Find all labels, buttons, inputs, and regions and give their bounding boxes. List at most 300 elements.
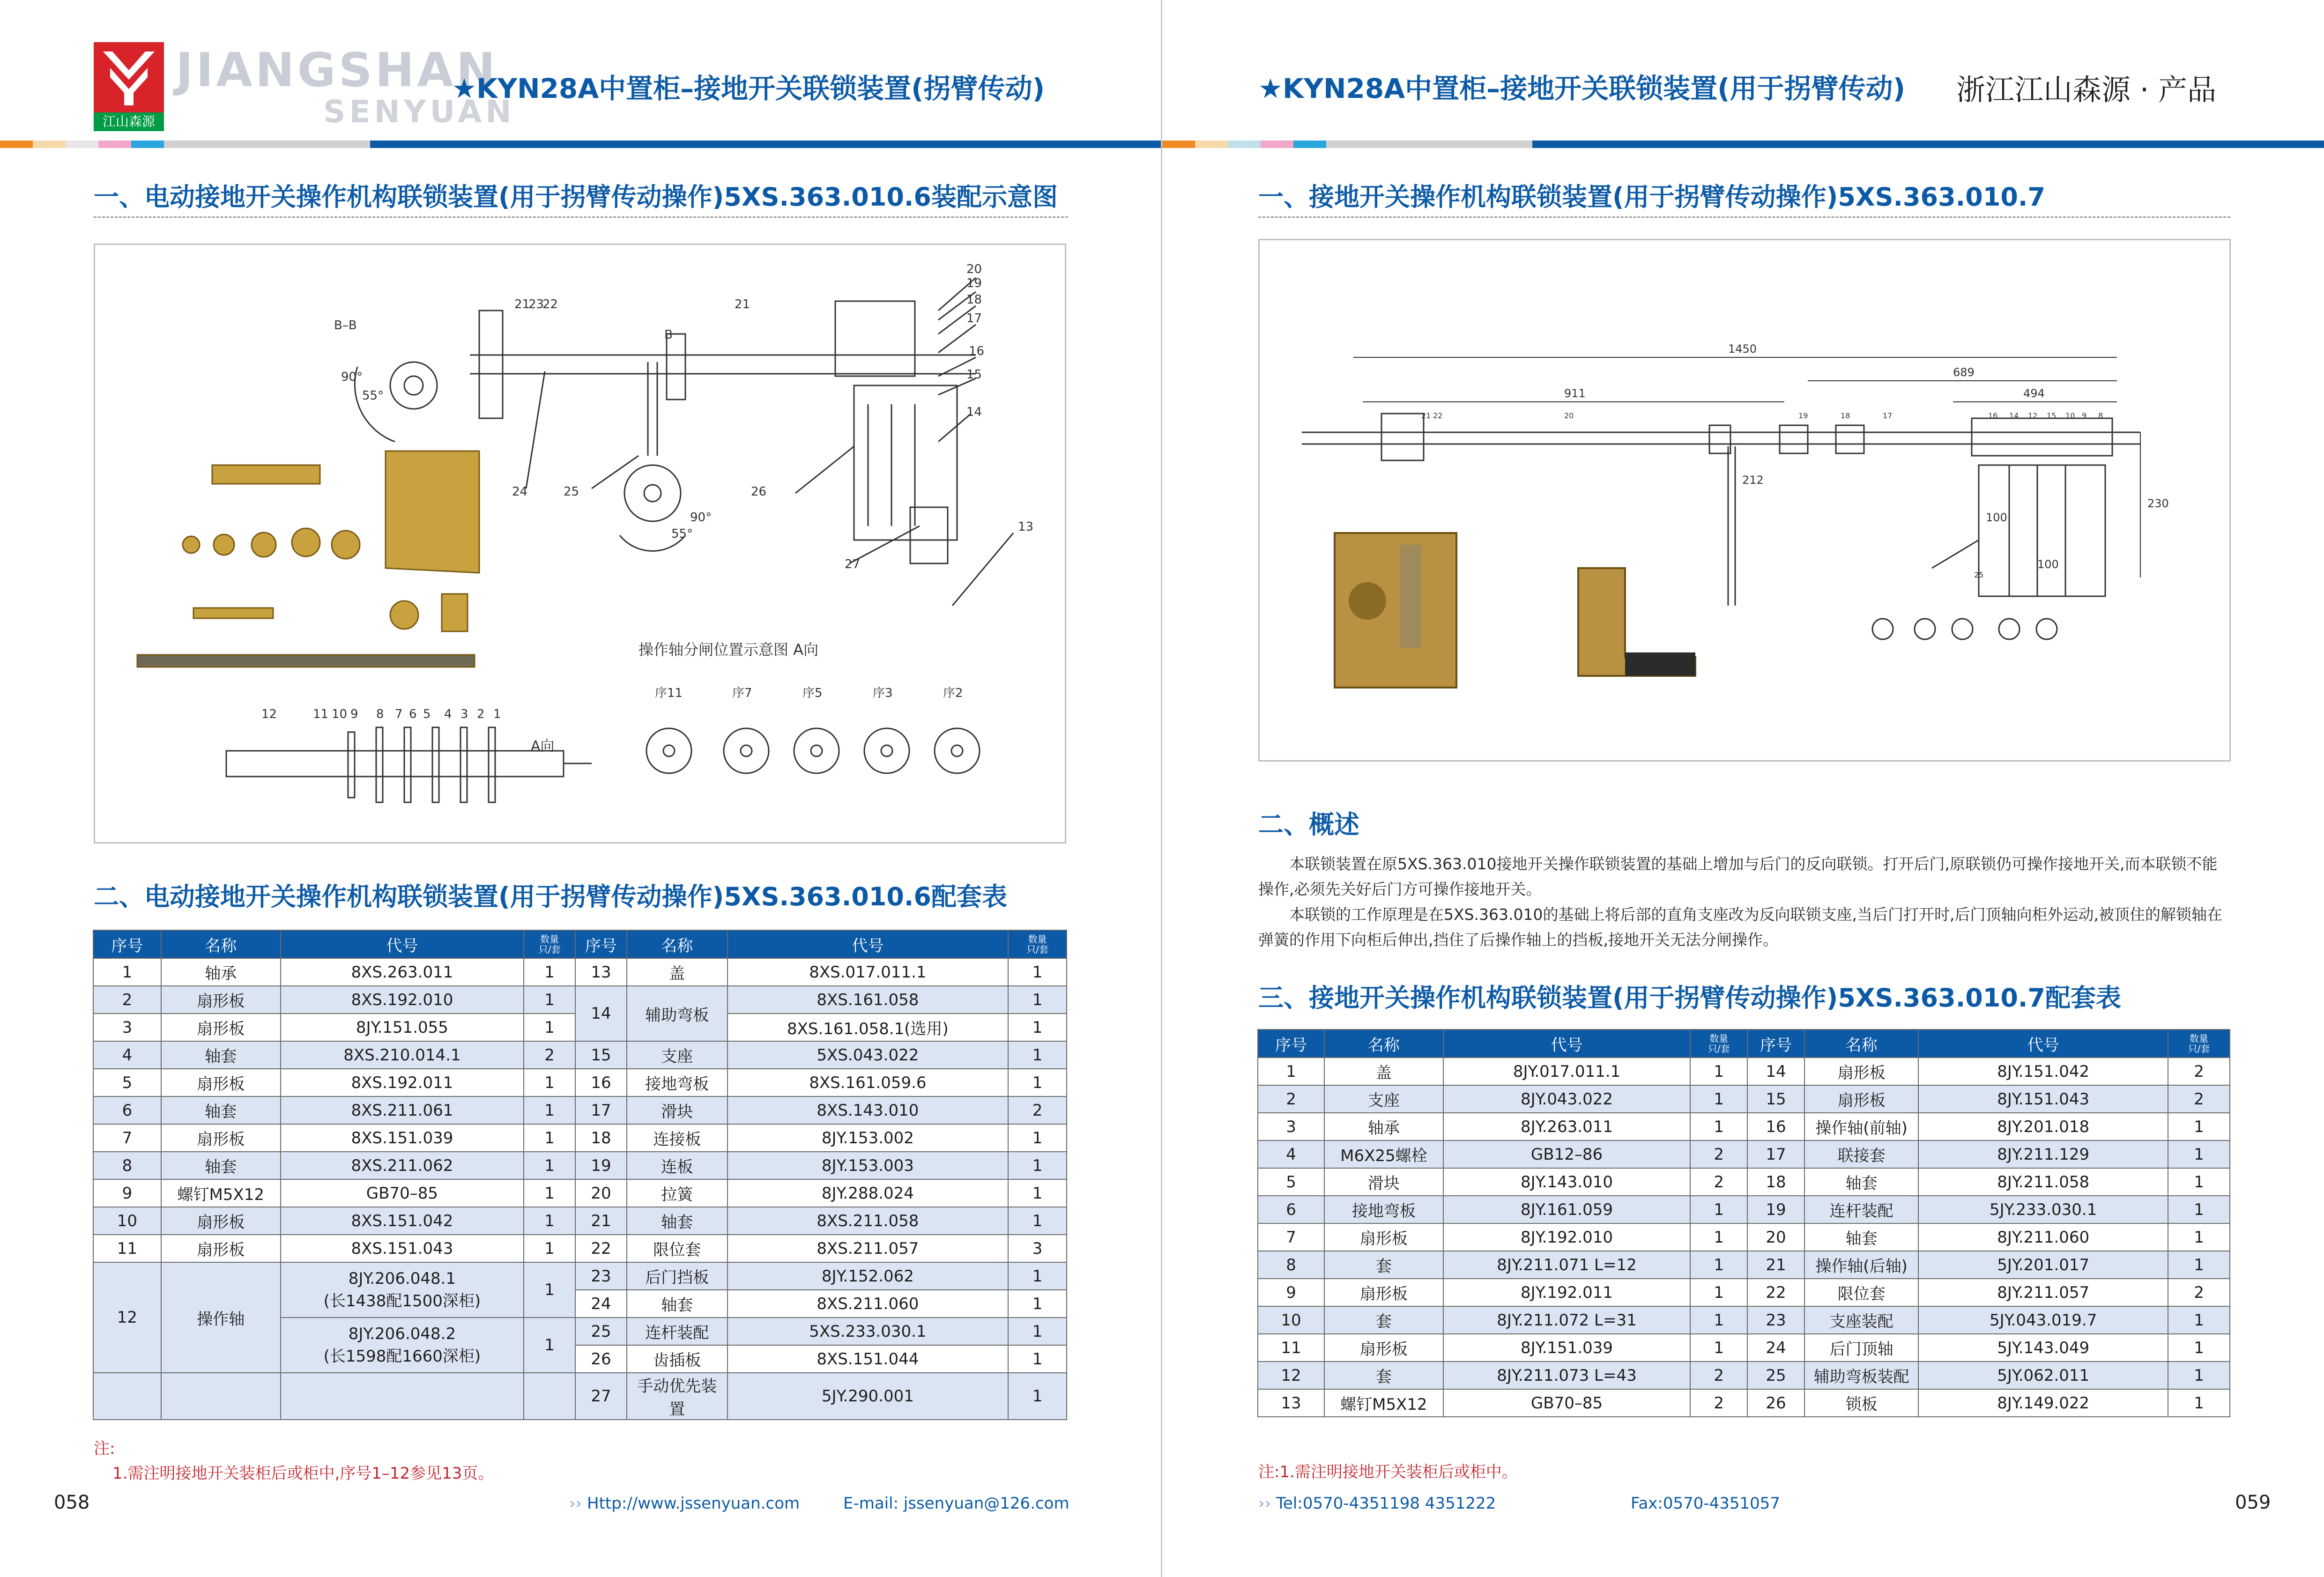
callout: 15	[966, 368, 982, 382]
header-company: 浙江江山森源 · 产品	[1956, 73, 2217, 107]
table-cell: 1	[1008, 1318, 1067, 1345]
table-cell: 轴套	[161, 1152, 281, 1179]
callout: 15	[2047, 411, 2057, 420]
table-cell: 8XS.192.010	[281, 986, 524, 1014]
device-figure	[1258, 239, 2231, 762]
callout: 2	[477, 707, 485, 721]
table-cell: 9	[93, 1179, 161, 1207]
table-cell: 8	[1258, 1251, 1324, 1279]
table-cell: 1	[524, 1179, 575, 1207]
callout: 14	[2009, 411, 2019, 420]
table-cell: 8XS.161.058	[728, 986, 1008, 1014]
table-cell: 7	[1258, 1223, 1324, 1251]
table-header-row	[93, 930, 1067, 958]
table-cell: 16	[1747, 1113, 1804, 1140]
table-row	[1258, 1306, 2230, 1334]
callout: 4	[444, 707, 452, 721]
table-cell: 手动优先装置	[627, 1373, 728, 1420]
table-cell: 8JY.152.062	[728, 1262, 1008, 1290]
table-cell: 联接套	[1804, 1140, 1919, 1168]
table-row	[1258, 1279, 2230, 1306]
table-cell: 5JY.233.030.1	[1918, 1196, 2168, 1223]
table-cell: 25	[575, 1318, 627, 1345]
table-cell: 13	[575, 958, 627, 986]
table-cell: 8JY.151.055	[281, 1014, 524, 1041]
table-cell: 13	[1258, 1389, 1324, 1417]
table-cell: 1	[524, 1207, 575, 1235]
table-cell: 8JY.161.059	[1443, 1196, 1691, 1223]
table-cell: 3	[1008, 1235, 1067, 1262]
table-cell: 5	[93, 1069, 161, 1096]
table-row	[93, 1124, 1067, 1152]
table-cell: 14	[575, 986, 627, 1041]
callout: 10	[332, 707, 348, 721]
table-cell: 8XS.151.044	[728, 1345, 1008, 1373]
table-cell: 8XS.263.011	[281, 958, 524, 986]
table-cell: 扇形板	[161, 1069, 281, 1096]
table-cell: 螺钉M5X12	[161, 1179, 281, 1207]
table-cell: 10	[1258, 1306, 1324, 1334]
table-cell: 8JY.211.129	[1918, 1140, 2168, 1168]
label-angle-55: 55°	[362, 389, 384, 403]
table-cell: 扇形板	[161, 986, 281, 1014]
overview-paragraph-1: 本联锁装置在原5XS.363.010接地开关操作联锁装置的基础上增加与后门的反向联锁。打开后门,原联锁仍可操作接地开关,而本联锁不能操作,必须先关好后门方可操作接地开关。	[1258, 855, 2218, 898]
table-cell: 1	[2168, 1251, 2230, 1279]
callout: 20	[1564, 411, 1574, 420]
callout: 21	[1421, 411, 1431, 420]
table-cell: 接地弯板	[627, 1069, 728, 1096]
label-a-direction: A向	[531, 738, 555, 755]
table-cell: 连杆装配	[1804, 1196, 1919, 1223]
table-cell: 1	[1008, 1124, 1067, 1152]
note-title: 注:	[94, 1439, 115, 1458]
table-cell: 1	[524, 1235, 575, 1262]
callout: 7	[395, 707, 403, 721]
table-cell: GB70–85	[1443, 1389, 1691, 1417]
footer-tel: ›› Tel:0570-4351198 4351222	[1258, 1494, 1496, 1513]
table-cell: 1	[1690, 1058, 1747, 1085]
table-row	[93, 1152, 1067, 1179]
callout: 20	[966, 262, 982, 276]
col-header: 名称	[627, 930, 728, 958]
table-cell: 19	[575, 1152, 627, 1179]
col-header: 代号	[1443, 1029, 1691, 1058]
callout: 23	[528, 297, 544, 311]
table-cell: 1	[1690, 1113, 1747, 1140]
table-cell	[281, 1373, 524, 1420]
footer-email[interactable]: E-mail: jssenyuan@126.com	[843, 1494, 1069, 1513]
table-cell: 操作轴(前轴)	[1804, 1113, 1919, 1140]
table-cell: 2	[2168, 1085, 2230, 1113]
label-angle-90: 90°	[341, 370, 363, 384]
table-cell: 8XS.211.062	[281, 1152, 524, 1179]
table-cell: 1	[1008, 1041, 1067, 1069]
table-cell: 8	[93, 1152, 161, 1179]
code-line: (长1598配1660深柜)	[323, 1347, 481, 1366]
callout: 3	[460, 707, 468, 721]
table-cell: 扇形板	[1804, 1085, 1919, 1113]
footer-website[interactable]: ›› Http://www.jssenyuan.com	[569, 1494, 800, 1513]
table-cell: 1	[1008, 1207, 1067, 1235]
section-title-assembly: 一、电动接地开关操作机构联锁装置(用于拐臂传动操作)5XS.363.010.6装配示意图	[94, 182, 1058, 212]
table-cell: 8JY.043.022	[1443, 1085, 1691, 1113]
table-cell: 1	[1008, 986, 1067, 1014]
table-cell	[524, 1373, 575, 1420]
table-cell: 2	[524, 1041, 575, 1069]
table-cell: 1	[1008, 1262, 1067, 1290]
note-1: 1.需注明接地开关装柜后或柜中,序号1–12参见13页。	[112, 1464, 494, 1483]
table-cell: 1	[524, 958, 575, 986]
table-cell: 8XS.192.011	[281, 1069, 524, 1096]
callout: 13	[1018, 520, 1034, 534]
table-row	[1258, 1362, 2230, 1389]
callout: 17	[966, 311, 982, 326]
table-cell: 1	[1690, 1334, 1747, 1362]
table-cell: 1	[93, 958, 161, 986]
company-logo	[94, 42, 164, 131]
table-cell: 20	[1747, 1223, 1804, 1251]
callout: 8	[2098, 411, 2103, 420]
table-cell: 8JY.211.071 L=12	[1443, 1251, 1691, 1279]
table-cell: 1	[2168, 1140, 2230, 1168]
table-cell: 1	[1690, 1223, 1747, 1251]
table-cell: 轴套	[627, 1207, 728, 1235]
table-cell: 8JY.153.003	[728, 1152, 1008, 1179]
callout: 27	[845, 557, 861, 571]
col-header: 序号	[1747, 1029, 1804, 1058]
table-cell: 1	[2168, 1168, 2230, 1196]
table-cell: 齿插板	[627, 1345, 728, 1373]
table-cell: 1	[524, 1124, 575, 1152]
callout: 25	[564, 485, 579, 499]
callout: 24	[512, 485, 528, 499]
table-row	[93, 958, 1067, 986]
table-cell: 2	[1690, 1168, 1747, 1196]
table-row	[93, 1373, 1067, 1420]
table-cell: 20	[575, 1179, 627, 1207]
table-cell: 1	[2168, 1196, 2230, 1223]
table-row	[93, 1041, 1067, 1069]
table-cell: 23	[575, 1262, 627, 1290]
table-cell: 1	[524, 1014, 575, 1041]
table-cell: GB70–85	[281, 1179, 524, 1207]
table-cell: 后门顶轴	[1804, 1334, 1919, 1362]
table-cell: 5	[1258, 1168, 1324, 1196]
divider	[94, 216, 1068, 218]
table-cell: 扇形板	[1324, 1334, 1443, 1362]
table-cell: 轴套	[627, 1290, 728, 1318]
table-cell: 22	[1747, 1279, 1804, 1306]
footer-fax: Fax:0570-4351057	[1631, 1494, 1781, 1513]
seq-label: 序5	[802, 686, 823, 700]
table-cell	[281, 1318, 524, 1373]
callout: 9	[350, 707, 358, 721]
assembly-figure	[94, 244, 1066, 844]
table-cell: 1	[524, 1069, 575, 1096]
page-number: 058	[54, 1492, 90, 1513]
col-header: 名称	[161, 930, 281, 958]
callout: 11	[313, 707, 329, 721]
table-cell: 21	[575, 1207, 627, 1235]
dimension: 911	[1564, 387, 1586, 400]
table-cell: 10	[93, 1207, 161, 1235]
table-cell: 4	[93, 1041, 161, 1069]
table-cell	[161, 1373, 281, 1420]
callout: 18	[1841, 411, 1850, 420]
table-header-row	[1258, 1029, 2230, 1058]
table-cell: 22	[575, 1235, 627, 1262]
table-cell: 轴承	[1324, 1113, 1443, 1140]
table-cell: 1	[2168, 1334, 2230, 1362]
table-cell: 锁板	[1804, 1389, 1919, 1417]
section-title-table: 二、电动接地开关操作机构联锁装置(用于拐臂传动操作)5XS.363.010.6配套表	[94, 882, 1008, 911]
table-cell: 轴套	[161, 1041, 281, 1069]
table-cell: 连板	[627, 1152, 728, 1179]
table-cell: 扇形板	[161, 1124, 281, 1152]
table-cell: 8JY.017.011.1	[1443, 1058, 1691, 1085]
table-cell: 12	[93, 1262, 161, 1373]
table-cell: 1	[1690, 1196, 1747, 1223]
code-line: 8JY.206.048.2	[348, 1324, 456, 1343]
callout: 5	[423, 707, 431, 721]
table-cell: 24	[575, 1290, 627, 1318]
table-cell: 5JY.143.049	[1918, 1334, 2168, 1362]
table-cell: 5JY.062.011	[1918, 1362, 2168, 1389]
table-cell: 8JY.192.010	[1443, 1223, 1691, 1251]
dimension: 1450	[1728, 342, 1757, 355]
table-cell: 2	[1690, 1362, 1747, 1389]
table-cell: 后门挡板	[627, 1262, 728, 1290]
label-bb: B–B	[334, 318, 357, 333]
table-cell: 8JY.288.024	[728, 1179, 1008, 1207]
table-cell: 5JY.201.017	[1918, 1251, 2168, 1279]
col-header: 序号	[1258, 1029, 1324, 1058]
table-cell: 2	[2168, 1279, 2230, 1306]
table-cell: 接地弯板	[1324, 1196, 1443, 1223]
dimension: 230	[2147, 497, 2169, 510]
table-cell: 26	[575, 1345, 627, 1373]
table-cell: 限位套	[1804, 1279, 1919, 1306]
table-row	[1258, 1223, 2230, 1251]
table-cell: 轴承	[161, 958, 281, 986]
table-cell: 6	[1258, 1196, 1324, 1223]
label-angle-90b: 90°	[690, 511, 712, 525]
table-row	[93, 1069, 1067, 1096]
table-cell: 8XS.143.010	[728, 1096, 1008, 1124]
table-cell: 1	[524, 1262, 575, 1318]
callout: 25	[1974, 570, 1984, 579]
dimension: 212	[1742, 474, 1764, 487]
table-cell: 扇形板	[1324, 1279, 1443, 1306]
table-cell: 1	[1008, 1345, 1067, 1373]
table-cell: 套	[1324, 1306, 1443, 1334]
table-cell: 操作轴(后轴)	[1804, 1251, 1919, 1279]
table-cell: 1	[1690, 1251, 1747, 1279]
table-cell: 25	[1747, 1362, 1804, 1389]
col-header: 数量 只/套	[2168, 1029, 2230, 1058]
dimension: 494	[2023, 387, 2045, 400]
section-title-device: 一、接地开关操作机构联锁装置(用于拐臂传动操作)5XS.363.010.7	[1258, 182, 2046, 212]
table-cell: 2	[1690, 1140, 1747, 1168]
color-strip	[0, 141, 33, 148]
table-cell: 滑块	[1324, 1168, 1443, 1196]
table-cell: GB12–86	[1443, 1140, 1691, 1168]
section-title-overview: 二、概述	[1258, 810, 1359, 839]
table-cell: 滑块	[627, 1096, 728, 1124]
table-row	[1258, 1140, 2230, 1168]
dimension: 689	[1953, 366, 1975, 379]
table-cell: 5XS.233.030.1	[728, 1318, 1008, 1345]
table-cell: 9	[1258, 1279, 1324, 1306]
table-cell: 1	[2168, 1389, 2230, 1417]
callout: 1	[493, 707, 501, 721]
table-cell: 轴套	[1804, 1168, 1919, 1196]
table-cell: 1	[1690, 1085, 1747, 1113]
table-cell: 8XS.211.057	[728, 1235, 1008, 1262]
code-line: (长1438配1500深柜)	[323, 1291, 481, 1310]
col-header: 代号	[728, 930, 1008, 958]
table-row	[93, 1096, 1067, 1124]
table-cell: 1	[1008, 958, 1067, 986]
table-cell: 24	[1747, 1334, 1804, 1362]
parts-table	[93, 930, 1067, 1420]
parts-table	[1257, 1029, 2230, 1417]
col-header: 名称	[1324, 1029, 1443, 1058]
table-cell: 2	[1258, 1085, 1324, 1113]
table-cell: 15	[1747, 1085, 1804, 1113]
seq-label: 序2	[943, 686, 963, 700]
table-cell: 连杆装配	[627, 1318, 728, 1345]
table-cell: 8JY.211.058	[1918, 1168, 2168, 1196]
table-row	[1258, 1334, 2230, 1362]
table-cell: 扇形板	[161, 1207, 281, 1235]
table-cell: 5JY.043.019.7	[1918, 1306, 2168, 1334]
table-cell: 螺钉M5X12	[1324, 1389, 1443, 1417]
table-cell: 1	[1008, 1152, 1067, 1179]
table-cell: 1	[1258, 1058, 1324, 1085]
callout: 12	[2028, 411, 2038, 420]
table-cell: 1	[1690, 1306, 1747, 1334]
table-row	[1258, 1389, 2230, 1417]
table-cell: 14	[1747, 1058, 1804, 1085]
table-row	[93, 1262, 1067, 1290]
table-cell: 21	[1747, 1251, 1804, 1279]
table-cell: 8XS.211.060	[728, 1290, 1008, 1318]
table-cell: 1	[524, 1152, 575, 1179]
code-line: 8JY.206.048.1	[348, 1269, 456, 1288]
table-cell: 8XS.151.042	[281, 1207, 524, 1235]
table-cell: 支座	[1324, 1085, 1443, 1113]
color-strip	[1162, 141, 1195, 148]
table-cell: 1	[1008, 1373, 1067, 1420]
callout: 14	[966, 405, 982, 419]
table-cell: 扇形板	[1324, 1223, 1443, 1251]
callout: 18	[966, 293, 982, 307]
table-cell: 1	[524, 1096, 575, 1124]
table-cell: 8XS.210.014.1	[281, 1041, 524, 1069]
table-cell: 1	[1008, 1069, 1067, 1096]
col-header: 代号	[1918, 1029, 2168, 1058]
table-cell: 1	[1008, 1290, 1067, 1318]
table-cell: 扇形板	[161, 1014, 281, 1041]
table-cell: 8JY.153.002	[728, 1124, 1008, 1152]
table-cell: 1	[2168, 1113, 2230, 1140]
col-header: 序号	[93, 930, 161, 958]
table-cell: 18	[1747, 1168, 1804, 1196]
table-cell: 8XS.161.059.6	[728, 1069, 1008, 1096]
callout: 17	[1883, 411, 1893, 420]
label-angle-55b: 55°	[671, 527, 693, 541]
table-cell: 8JY.151.042	[1918, 1058, 2168, 1085]
col-header: 代号	[281, 930, 524, 958]
table-cell: 12	[1258, 1362, 1324, 1389]
table-cell: 4	[1258, 1140, 1324, 1168]
table-cell: 8XS.211.061	[281, 1096, 524, 1124]
right-page	[1162, 0, 2324, 1577]
table-cell: 支座装配	[1804, 1306, 1919, 1334]
table-cell: 1	[1008, 1179, 1067, 1207]
table-row	[1258, 1196, 2230, 1223]
table-cell: 1	[1690, 1279, 1747, 1306]
callout: 9	[2082, 411, 2087, 420]
table-cell: 11	[93, 1235, 161, 1262]
table-row	[93, 1207, 1067, 1235]
table-cell: 8JY.211.073 L=43	[1443, 1362, 1691, 1389]
callout: 26	[751, 485, 767, 499]
table-cell: 8XS.161.058.1(选用)	[728, 1014, 1008, 1041]
table-cell: 3	[1258, 1113, 1324, 1140]
table-cell: 8JY.192.011	[1443, 1279, 1691, 1306]
table-cell: 16	[575, 1069, 627, 1096]
table-row	[1258, 1058, 2230, 1085]
callout: 12	[261, 707, 277, 721]
dimension: 100	[2037, 558, 2059, 571]
page-number: 059	[2235, 1492, 2271, 1513]
table-cell	[281, 1262, 524, 1318]
table-cell: 8XS.151.039	[281, 1124, 524, 1152]
table-cell: 8XS.017.011.1	[728, 958, 1008, 986]
callout: 19	[1798, 411, 1808, 420]
table-cell: 8JY.151.039	[1443, 1334, 1691, 1362]
callout: 21	[514, 297, 530, 311]
table-cell: 11	[1258, 1334, 1324, 1362]
table-cell: 27	[575, 1373, 627, 1420]
table-cell: 8JY.201.018	[1918, 1113, 2168, 1140]
table-row	[1258, 1168, 2230, 1196]
callout: 22	[542, 297, 558, 311]
callout: 16	[1988, 411, 1998, 420]
table-cell: 2	[2168, 1058, 2230, 1085]
callout: 10	[2065, 411, 2075, 420]
table-row	[93, 1235, 1067, 1262]
table-cell: 18	[575, 1124, 627, 1152]
table-row	[93, 1179, 1067, 1207]
table-cell: 23	[1747, 1306, 1804, 1334]
brand-subname: SENYUAN	[323, 94, 515, 130]
table-cell: 2	[1690, 1389, 1747, 1417]
table-cell: 轴套	[161, 1096, 281, 1124]
brand-name: JIANGSHAN	[176, 43, 498, 97]
callout: 16	[969, 344, 985, 358]
table-cell: 拉簧	[627, 1179, 728, 1207]
table-cell: 8XS.211.058	[728, 1207, 1008, 1235]
col-header: 数量 只/套	[1008, 930, 1067, 958]
table-cell: 辅助弯板装配	[1804, 1362, 1919, 1389]
table-row	[1258, 1085, 2230, 1113]
table-cell: 5JY.290.001	[728, 1373, 1008, 1420]
table-cell: 19	[1747, 1196, 1804, 1223]
table-cell: 1	[524, 986, 575, 1014]
